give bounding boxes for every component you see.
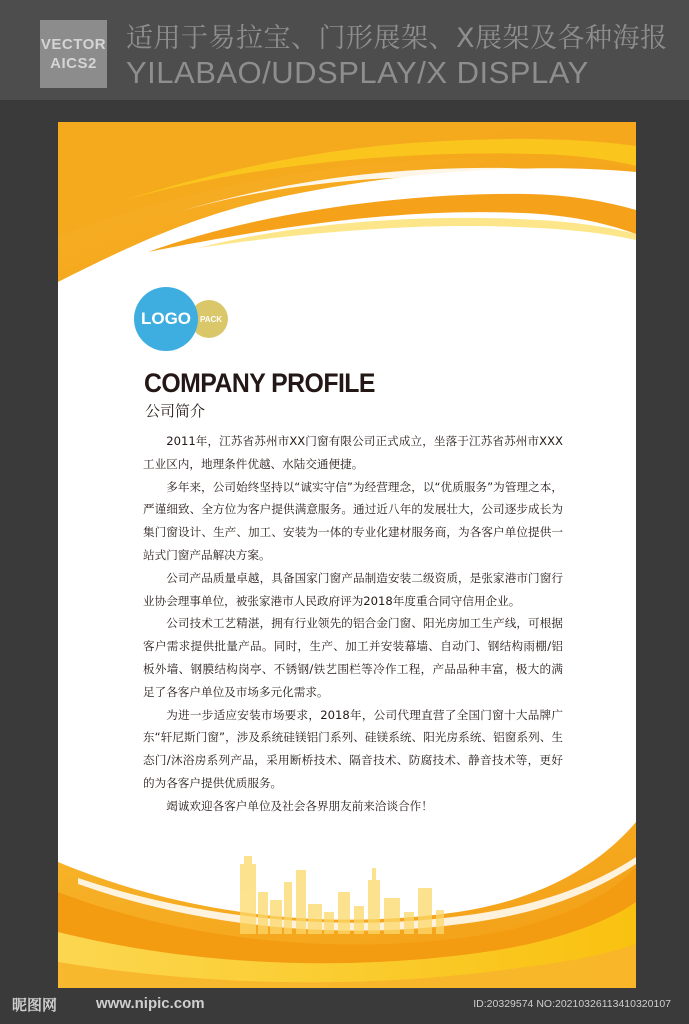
paragraph-4: 公司技术工艺精湛，拥有行业领先的铝合金门窗、阳光房加工生产线，可根据客户需求提供批量产品。同时，生产、加工并安装幕墙、自动门、钢结构雨棚/铝板外墙、钢膜结构岗亭、不锈钢/铁艺围栏等冷作工程，产品品种丰富，极大的满足了各客户单位及市场多元化需求。 (143, 616, 563, 699)
profile-title-cn: 公司简介 (145, 402, 206, 420)
banner-title-cn: 适用于易拉宝、门形展架、X展架及各种海报 (126, 23, 668, 54)
city-skyline-icon (240, 856, 444, 934)
logo-circle (134, 287, 198, 351)
banner-title-en: YILABAO/UDSPLAY/X DISPLAY (126, 55, 589, 90)
profile-title-en: COMPANY PROFILE (144, 368, 375, 398)
paragraph-6: 竭诚欢迎各客户单位及社会各界朋友前来洽谈合作！ (166, 798, 433, 813)
profile-body (143, 430, 563, 818)
badge-line-2: AICS2 (50, 55, 97, 72)
paragraph-1: 2011年，江苏省苏州市XX门窗有限公司正式成立，坐落于江苏省苏州市XXX工业区内，地理条件优越、水陆交通便捷。 (143, 434, 563, 471)
paragraph-2: 多年来，公司始终坚持以“诚实守信”为经营理念，以“优质服务”为管理之本，严谨细致、全方位为客户提供满意服务。通过近八年的发展壮大，公司逐步成长为集门窗设计、生产、加工、安装为一体的专业化建材服务商，为各客户单位提供一站式门窗产品解决方案。 (143, 479, 563, 562)
image-id-text: ID:20329574 NO:20210326113410320107 (473, 998, 671, 1010)
vector-badge (40, 20, 107, 88)
top-banner (0, 0, 689, 100)
paragraph-3: 公司产品质量卓越，具备国家门窗产品制造安装二级资质，是张家港市门窗行业协会理事单位，被张家港市人民政府评为2018年度重合同守信用企业。 (143, 570, 563, 608)
site-logo: 昵图网 (12, 996, 58, 1014)
poster-canvas (58, 122, 636, 988)
paragraph-5: 为进一步适应安装市场要求，2018年，公司代理直营了全国门窗十大品牌广东“轩尼斯门窗”，涉及系统硅镁铝门系列、硅镁系统、阳光房系统、铝窗系列、生态门/沐浴房系列产品，采用断桥技术、隔音技术、防腐技术、静音技术等，更好的为各客户提供优质服务。 (143, 707, 563, 790)
badge-line-1: VECTOR (40, 36, 107, 53)
logo-text: LOGO (140, 309, 192, 328)
site-url[interactable]: www.nipic.com (96, 995, 205, 1012)
logo-pack-text: PACK (199, 314, 223, 324)
